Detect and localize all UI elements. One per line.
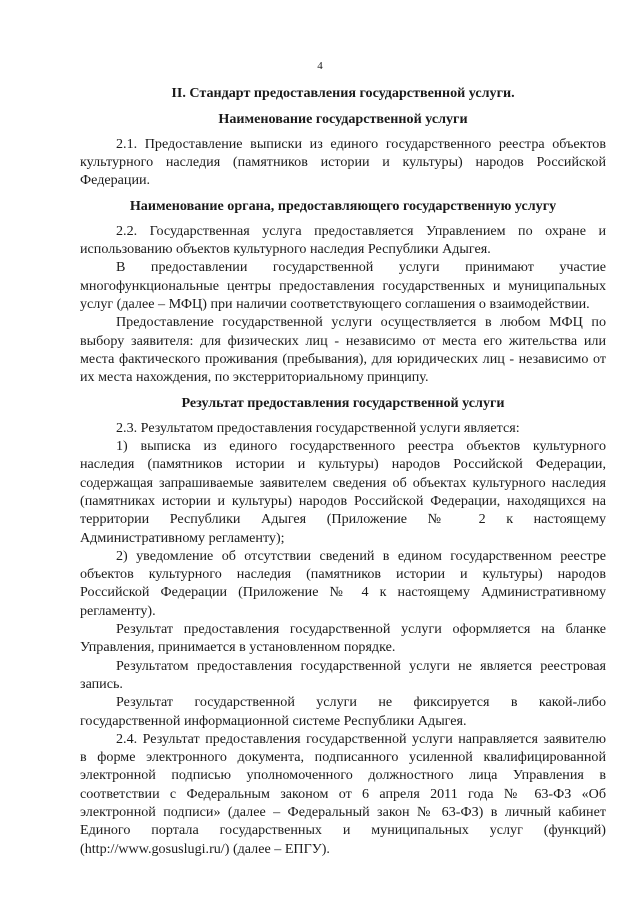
line: Единого портала государственных и муниципальных услуг (функций) [80, 822, 606, 839]
line: Результатом предоставления государственной услуги не является реестровая [116, 657, 606, 674]
paragraph-fixation [80, 693, 606, 730]
line: Административному регламенту); [80, 529, 285, 546]
line: Результат государственной услуги не фиксируется в какой-либо [116, 694, 606, 711]
line: регламенту). [80, 602, 156, 619]
line: Предоставление государственной услуги осуществляется в любом МФЦ по [116, 314, 606, 331]
heading-organ: Наименование органа, предоставляющего государственную услугу [129, 198, 557, 215]
line: 2.4. Результат предоставления государственной услуги направляется заявителю [116, 730, 606, 747]
line: в форме электронного документа, подписанного усиленной квалифицированной [80, 749, 606, 766]
line: объектов культурного наследия (памятников истории и культуры) народов [80, 566, 606, 583]
line: места фактического проживания (пребывания), для юридических лиц - независимо от [80, 350, 606, 367]
line: наследия (памятников истории и культуры) народов Российской Федерации, [80, 456, 606, 473]
line: Российской Федерации (Приложение № 4 к настоящему Административному [80, 584, 606, 601]
line: Управления, принимается в установленном порядке. [80, 639, 396, 656]
line: (http://www.gosuslugi.ru/) (далее – ЕПГУ). [80, 840, 330, 857]
line: услуг (далее – МФЦ) при наличии соответствующего соглашения о взаимодействии. [80, 295, 590, 312]
line: 1) выписка из единого государственного реестра объектов культурного [116, 438, 606, 455]
line: запись. [80, 675, 123, 692]
paragraph-2-4 [80, 730, 606, 858]
line: использованию объектов культурного наследия Республики Адыгея. [80, 241, 491, 258]
list-item-2 [80, 547, 606, 620]
line: электронной подписью уполномоченного должностного лица Управления в [80, 767, 606, 784]
list-item-1 [80, 437, 606, 547]
line: государственной информационной системе Республики Адыгея. [80, 712, 467, 729]
line: многофункциональные центры предоставления государственных и муниципальных [80, 277, 606, 294]
line: содержащая запрашиваемые заявителем сведения об объектах культурного наследия [80, 474, 606, 491]
line: культурного наследия (памятников истории и культуры) народов Российской [80, 153, 606, 170]
line: В предоставлении государственной услуги принимают участие [116, 259, 606, 276]
paragraph-extraterritorial [80, 313, 606, 386]
line: 2.2. Государственная услуга предоставляется Управлением по охране и [116, 222, 606, 239]
document-body [80, 84, 606, 858]
paragraph-mfc [80, 258, 606, 313]
line: соответствии с Федеральным законом от 6 апреля 2011 года № 63-ФЗ «Об [80, 785, 606, 802]
line: 2) уведомление об отсутствии сведений в едином государственном реестре [116, 547, 606, 564]
line: электронной подписи» (далее – Федеральный закон № 63-ФЗ) в личный кабинет [80, 803, 606, 820]
line: Результат предоставления государственной услуги оформляется на бланке [116, 621, 606, 638]
line: выбору заявителя: для физических лиц - независимо от места его жительства или [80, 332, 606, 349]
paragraph-2-1 [80, 135, 606, 190]
paragraph-form [80, 620, 606, 657]
line: территории Республики Адыгея (Приложение № 2 к настоящему [80, 511, 606, 528]
line: 2.1. Предоставление выписки из единого государственного реестра объектов [116, 135, 606, 152]
line: (памятниках истории и культуры) народов Российской Федерации, находящихся на [80, 492, 606, 509]
page-number: 4 [317, 60, 323, 72]
section-title: II. Стандарт предоставления государственной услуги. [171, 85, 515, 101]
line: их места нахождения, по экстерриториальному принципу. [80, 369, 429, 386]
heading-result: Результат предоставления государственной услуги [181, 395, 505, 412]
heading-service-name: Наименование государственной услуги [218, 111, 468, 128]
paragraph-2-3: 2.3. Результатом предоставления государственной услуги является: [116, 419, 520, 436]
paragraph-2-2 [80, 222, 606, 259]
paragraph-registry [80, 657, 606, 694]
line: Федерации. [80, 172, 151, 189]
